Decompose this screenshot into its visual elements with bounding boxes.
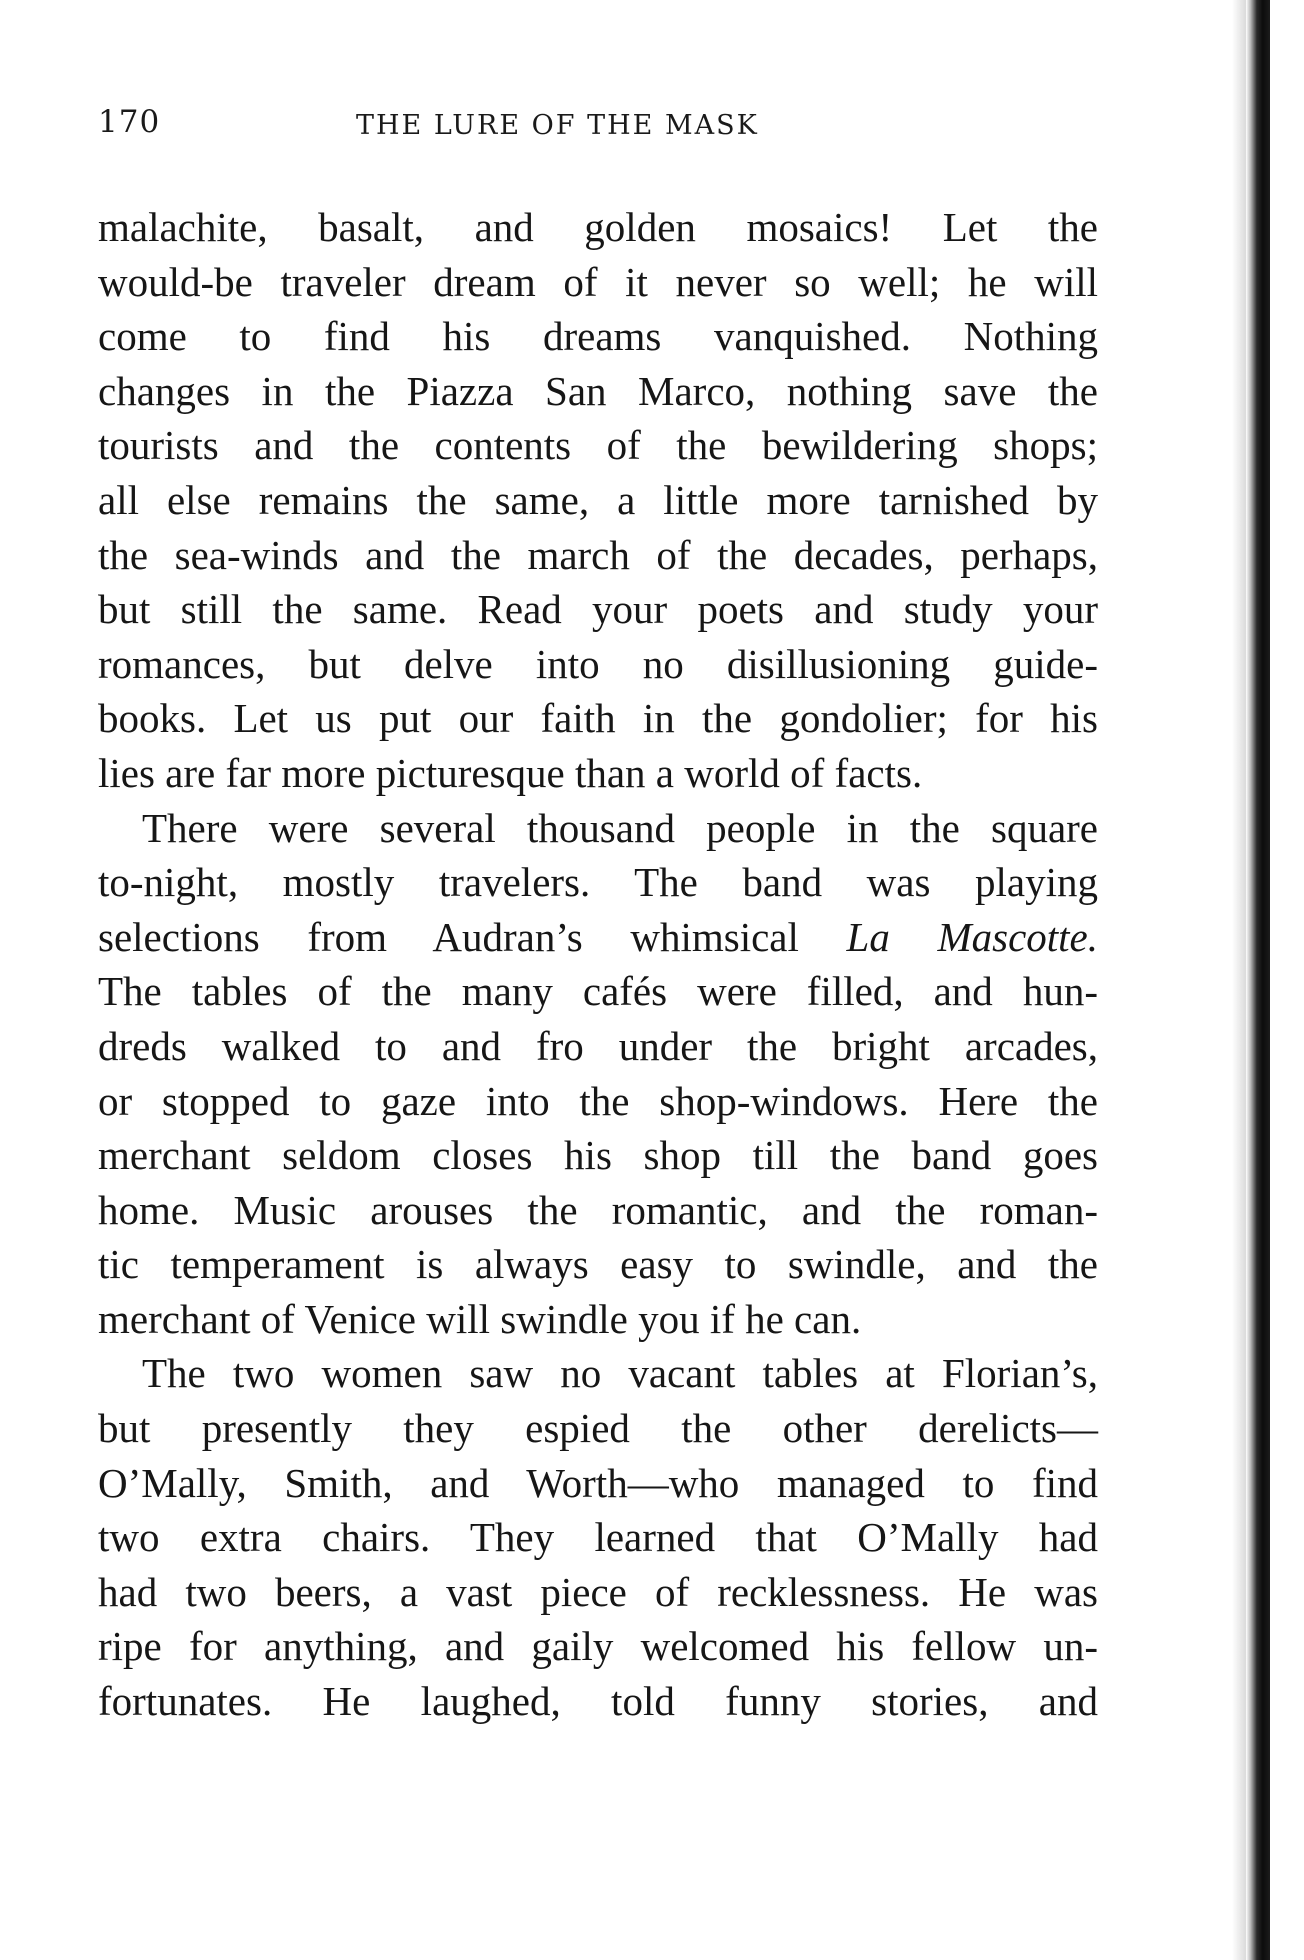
binding-shadow xyxy=(1232,0,1246,1960)
paragraph-3 xyxy=(98,1346,1098,1728)
text-line: or stopped to gaze into the shop-windows. Here the xyxy=(98,1077,1098,1124)
text-line: merchant of Venice will swindle you if he can. xyxy=(98,1295,862,1342)
running-title: THE LURE OF THE MASK xyxy=(356,110,759,141)
text-line: tourists and the contents of the bewildering shops; xyxy=(98,422,1098,469)
text-line: ripe for anything, and gaily welcomed his fellow un- xyxy=(98,1623,1098,1670)
text-line: The tables of the many cafés were filled, and hun- xyxy=(98,968,1098,1015)
text-line: There were several thousand people in the square xyxy=(142,804,1098,851)
text-line: would-be traveler dream of it never so well; he will xyxy=(98,258,1098,305)
text-line: tic temperament is always easy to swindle, and the xyxy=(98,1241,1098,1288)
text-line: home. Music arouses the romantic, and the roman- xyxy=(98,1186,1098,1233)
text-line: The two women saw no vacant tables at Florian’s, xyxy=(142,1350,1098,1397)
text-line: O’Mally, Smith, and Worth—who managed to find xyxy=(98,1459,1098,1506)
text-line: but still the same. Read your poets and study your xyxy=(98,586,1098,633)
text-line: come to find his dreams vanquished. Nothing xyxy=(98,313,1098,360)
text-line: but presently they espied the other derelicts— xyxy=(98,1405,1098,1452)
text-line: fortunates. He laughed, told funny stories, and xyxy=(98,1678,1098,1725)
text-line: changes in the Piazza San Marco, nothing save the xyxy=(98,367,1098,414)
text-line: dreds walked to and fro under the bright arcades, xyxy=(98,1022,1098,1069)
text-line: merchant seldom closes his shop till the band goes xyxy=(98,1132,1098,1179)
text-line-with-title xyxy=(98,910,1098,965)
text-line: all else remains the same, a little more tarnished by xyxy=(98,476,1098,523)
text-line: books. Let us put our faith in the gondolier; for his xyxy=(98,695,1098,742)
text-line: two extra chairs. They learned that O’Mally had xyxy=(98,1514,1098,1561)
text-line: the sea-winds and the march of the decades, perhaps, xyxy=(98,531,1098,578)
text-line: had two beers, a vast piece of recklessness. He was xyxy=(98,1568,1098,1615)
text-line: lies are far more picturesque than a world of facts. xyxy=(98,749,923,796)
book-binding-edge xyxy=(1246,0,1270,1960)
body-text xyxy=(98,200,1098,1729)
paragraph-1 xyxy=(98,200,1098,801)
text-line: malachite, basalt, and golden mosaics! Let the xyxy=(98,204,1098,250)
text-segment: selections from Audran’s whimsical xyxy=(98,913,799,960)
italic-work-title: La Mascotte. xyxy=(846,913,1098,960)
page-number: 170 xyxy=(98,104,161,140)
text-line: romances, but delve into no disillusioning guide- xyxy=(98,640,1098,687)
paragraph-2 xyxy=(98,801,1098,1347)
text-line: to-night, mostly travelers. The band was playing xyxy=(98,859,1098,906)
page-header xyxy=(98,104,858,154)
